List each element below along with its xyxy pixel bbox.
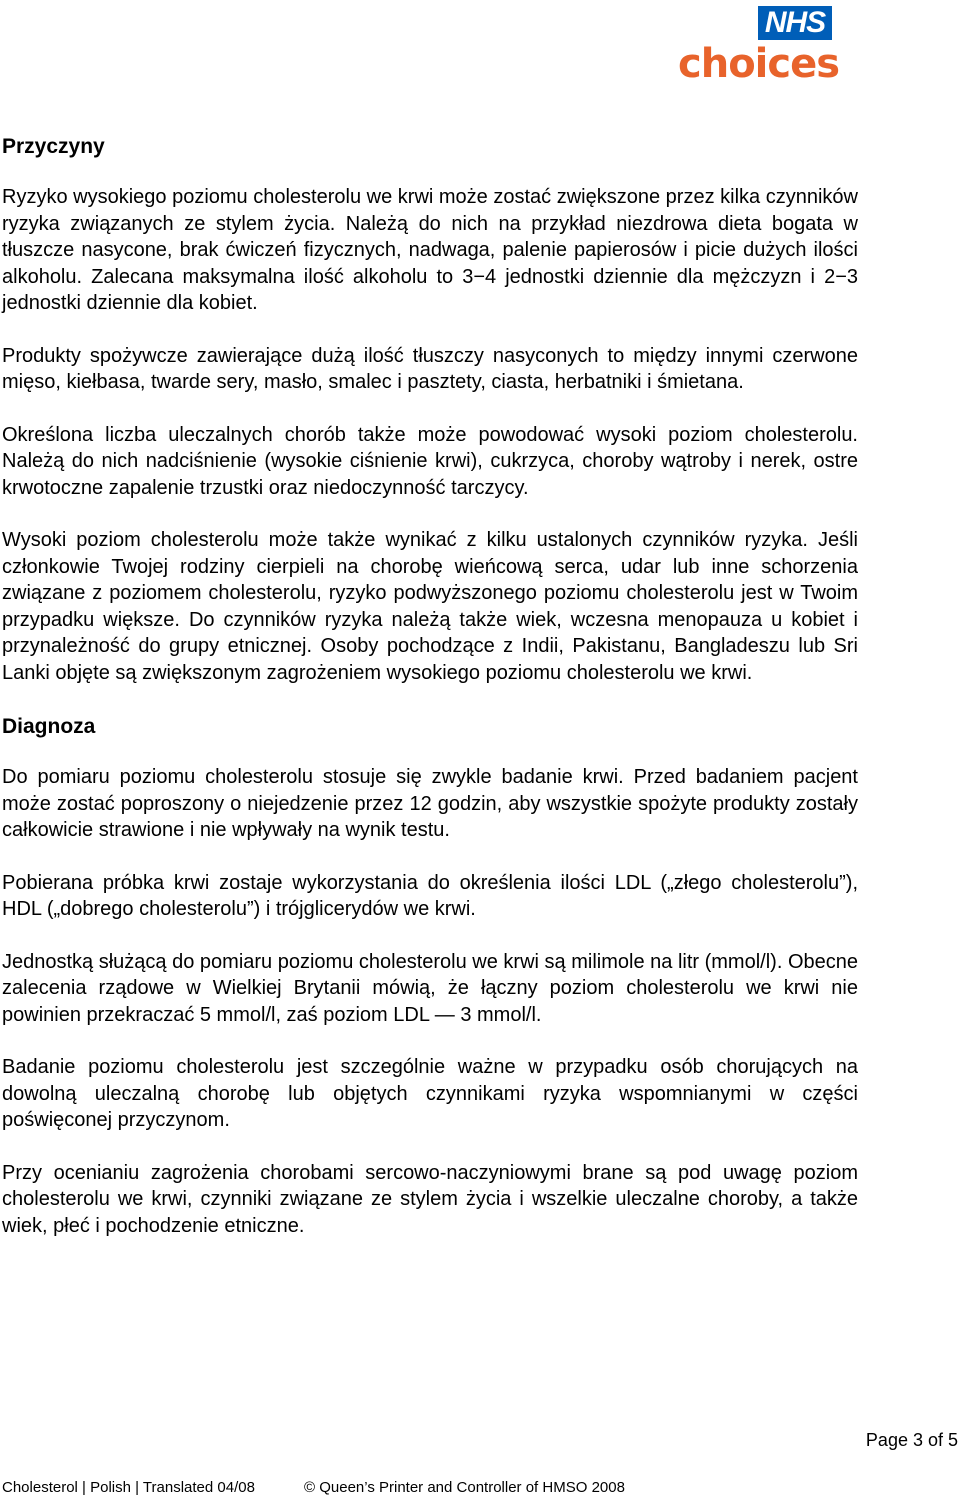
paragraph-causes-3: Określona liczba uleczalnych chorób także może powodować wysoki poziom cholesterolu. Należą do nich nadciśnienie (wysokie ciśnienie krwi), cukrzyca, choroby wątroby i nerek, ostre krwotoczne zapalenie trzustki oraz niedoczynność tarczycy. <box>2 423 858 499</box>
paragraph-diagnosis-4: Badanie poziomu cholesterolu jest szczególnie ważne w przypadku osób chorujących na dowolną uleczalną chorobę lub objętych czynnikami ryzyka wspomnianymi w części poświęconej przyczynom. <box>2 1056 858 1131</box>
page-number: Page 3 of 5 <box>865 1430 958 1450</box>
paragraph-causes-1: Ryzyko wysokiego poziomu cholesterolu we krwi może zostać zwiększone przez kilka czynników ryzyka związanych ze stylem życia. Należą do nich na przykład niezdrowa dieta bogata w tłuszcze nasycone, brak ćwiczeń fizycznych, nadwaga, palenie papierosów i picie dużych ilości alkoholu. Zalecana maksymalna ilość alkoholu to 3−4 jednostki dziennie dla mężczyzn i 2−3 jednostki dziennie dla kobiet. <box>2 186 858 314</box>
document-body <box>2 132 858 1239</box>
paragraph-diagnosis-5: Przy ocenianiu zagrożenia chorobami sercowo-naczyniowymi brane są pod uwagę poziom cholesterolu we krwi, czynniki związane ze stylem życia i wszelkie uleczalne choroby, a także wiek, płeć i pochodzenie etniczne. <box>2 1161 858 1237</box>
paragraph-causes-4: Wysoki poziom cholesterolu może także wynikać z kilku ustalonych czynników ryzyka. Jeśli członkowie Twojej rodziny cierpieli na chorobę wieńcową serca, udar lub inne schorzenia związane z poziomem cholesterolu, ryzyko podwyższonego poziomu cholesterolu jest w Twoim przypadku większe. Do czynników ryzyka należą także wiek, wczesna menopauza u kobiet i przynależność do grupy etnicznej. Osoby pochodzące z Indii, Pakistanu, Bangladeszu lub Sri Lanki objęte są zwiększonym zagrożeniem wysokiego poziomu cholesterolu we krwi. <box>2 529 858 684</box>
footer-document-info: Cholesterol | Polish | Translated 04/08 <box>2 1479 255 1496</box>
paragraph-causes-2: Produkty spożywcze zawierające dużą ilość tłuszczy nasyconych to między innymi czerwone mięso, kiełbasa, twarde sery, masło, smalec i pasztety, ciasta, herbatniki i śmietana. <box>2 344 858 393</box>
nhs-choices-logo <box>676 4 840 87</box>
footer <box>2 1479 625 1496</box>
choices-wordmark: choices <box>678 41 840 87</box>
paragraph-diagnosis-1: Do pomiaru poziomu cholesterolu stosuje się zwykle badanie krwi. Przed badaniem pacjent może zostać poproszony o niejedzenie przez 12 godzin, aby wszystkie spożyte produkty zostały całkowicie strawione i nie wpływały na wynik testu. <box>2 766 858 841</box>
paragraph-diagnosis-3: Jednostką służącą do pomiaru poziomu cholesterolu we krwi są milimole na litr (mmol/l). Obecne zalecenia rządowe w Wielkiej Brytanii mówią, że łączny poziom cholesterolu we krwi nie powinien przekraczać 5 mmol/l, zaś poziom LDL — 3 mmol/l. <box>2 950 858 1026</box>
section-heading-causes: Przyczyny <box>2 135 105 158</box>
nhs-logo-box: NHS <box>758 6 832 40</box>
section-heading-diagnosis: Diagnoza <box>2 715 96 738</box>
footer-copyright: © Queen’s Printer and Controller of HMSO 2008 <box>304 1479 625 1496</box>
paragraph-diagnosis-2: Pobierana próbka krwi zostaje wykorzystania do określenia ilości LDL („złego cholesterolu”), HDL („dobrego cholesterolu”) i trójglicerydów we krwi. <box>2 871 858 920</box>
